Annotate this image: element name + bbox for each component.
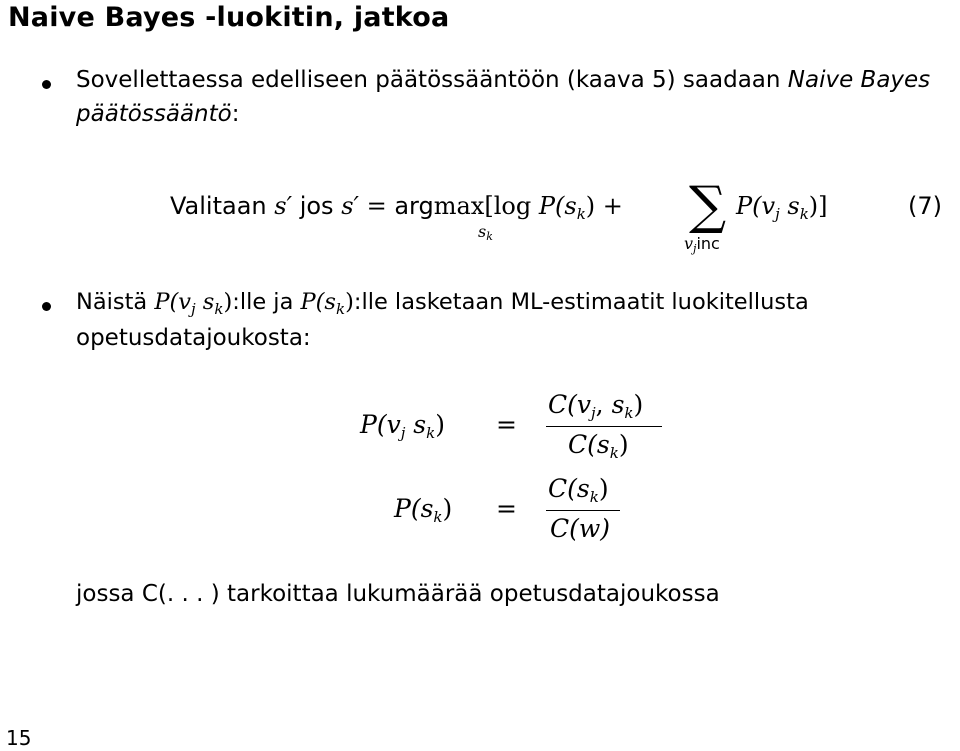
formula-2-num-cs: C(s <box>548 474 590 503</box>
formula-1-equals: = <box>496 410 517 439</box>
eq7-term: P(v <box>736 192 776 220</box>
formula-1-fraction-bar <box>546 426 662 427</box>
eq7-argmax-sub <box>478 222 493 243</box>
bullet-2-pv: P(v <box>154 289 191 315</box>
eq7-close: ) <box>585 192 596 220</box>
bullet-2-line-1 <box>76 286 809 325</box>
bullet-2-close-1: ) <box>223 289 233 315</box>
bullet-2-mid-1: :lle ja <box>232 289 301 315</box>
bullet-2-sub-k: k <box>214 300 224 318</box>
eq7-sum-term <box>736 190 828 230</box>
formula-1-num-sub-k: k <box>624 404 634 422</box>
eq7-equals: = <box>366 192 387 220</box>
eq7-term-sub-j: j <box>775 205 780 223</box>
eq7-max: max <box>433 192 485 220</box>
bullet-2-ps: P(s <box>300 289 336 315</box>
bullet-1-line-2-italic: päätössääntö <box>76 101 232 127</box>
eq7-plus: + <box>602 192 623 220</box>
eq7-sum-sub <box>684 234 720 255</box>
formula-1-lhs-close: ) <box>435 410 445 439</box>
formula-2-lhs-close: ) <box>442 494 453 523</box>
eq7-term-given: s <box>779 192 800 220</box>
formula-1-lhs-sub-k: k <box>426 424 436 442</box>
bullet-2-mid-2: :lle lasketaan ML-estimaatit luokitellusta <box>353 289 809 315</box>
eq7-argmax-sub-s: s <box>478 222 487 241</box>
bullet-1-italic: Naive Bayes <box>787 67 931 93</box>
formula-2-num-close: ) <box>598 474 609 503</box>
bullet-2-sub-k-2: k <box>335 300 346 318</box>
eq7-sum-sub-j: j <box>693 242 697 255</box>
bullet-1-line-1 <box>76 64 930 96</box>
formula-1-den-sub-k: k <box>609 444 619 462</box>
eq7-P: P <box>538 192 555 220</box>
eq7-sum-sub-inc: inc <box>696 234 720 253</box>
bullet-2-close-2: ) <box>345 289 354 315</box>
bullet-2-sub-j: j <box>191 300 196 318</box>
formula-2-equals: = <box>496 494 517 523</box>
bullet-dot-1 <box>42 80 51 89</box>
bullet-dot-2 <box>42 302 51 311</box>
eq7-sum-sub-v: v <box>684 234 694 253</box>
eq7-argmax-sub-k: k <box>486 230 493 243</box>
equation-number: (7) <box>908 192 942 220</box>
formula-1-lhs <box>360 410 445 442</box>
formula-1-lhs-sub-j: j <box>400 424 406 442</box>
slide-title: Naive Bayes -luokitin, jatkoa <box>8 2 450 33</box>
formula-2-lhs-ps: P(s <box>394 494 434 523</box>
eq7-lead: Valitaan <box>170 192 267 220</box>
page-number: 15 <box>6 726 32 750</box>
formula-1-num-cv: C(v <box>548 390 592 419</box>
bullet-1-text: Sovellettaessa edelliseen päätössääntöön (kaava 5) saadaan <box>76 67 788 93</box>
bullet-1-line-2-suffix: : <box>231 101 240 127</box>
formula-2-num-sub-k: k <box>589 488 599 506</box>
sum-icon: ∑ <box>689 176 727 236</box>
equation-7 <box>170 190 623 230</box>
formula-1-lhs-given: s <box>405 410 427 439</box>
eq7-sub-k: k <box>576 205 586 223</box>
eq7-s-prime-1: s′ <box>274 192 293 220</box>
eq7-bracket-log: [log <box>484 192 532 220</box>
eq7-jos: jos <box>299 192 334 220</box>
formula-2-numerator <box>548 474 609 506</box>
formula-1-numerator: $C(v_j$, $s_k$) <box>548 390 644 422</box>
bullet-1-line-2 <box>76 98 239 130</box>
formula-2-lhs <box>394 494 452 526</box>
formula-1-den-cs: C(s <box>568 430 610 459</box>
formula-1-lhs-pv: P(v <box>360 410 401 439</box>
formula-1-num-close: ) <box>633 390 644 419</box>
formula-2-fraction-bar <box>546 510 620 511</box>
formula-2-lhs-sub-k: k <box>433 508 443 526</box>
formula-2-denominator: C(w) <box>550 514 611 543</box>
formula-1-denominator <box>568 430 629 462</box>
bullet-2-line-2: opetusdatajoukosta: <box>76 325 311 351</box>
formula-1-num-sub-j: j <box>591 404 596 422</box>
bullet-2-prefix: Näistä <box>76 289 155 315</box>
formula-1-den-close: ) <box>618 430 629 459</box>
eq7-arg: arg <box>394 192 434 220</box>
eq7-paren-sk: (s <box>555 192 577 220</box>
eq7-term-end: )] <box>808 192 828 220</box>
bullet-2-given: s <box>195 289 215 315</box>
eq7-s-prime-2: s′ <box>341 192 359 220</box>
eq7-term-sub-k: k <box>799 205 809 223</box>
footer-sentence: jossa C(. . . ) tarkoittaa lukumäärää opetusdatajoukossa <box>76 581 720 607</box>
